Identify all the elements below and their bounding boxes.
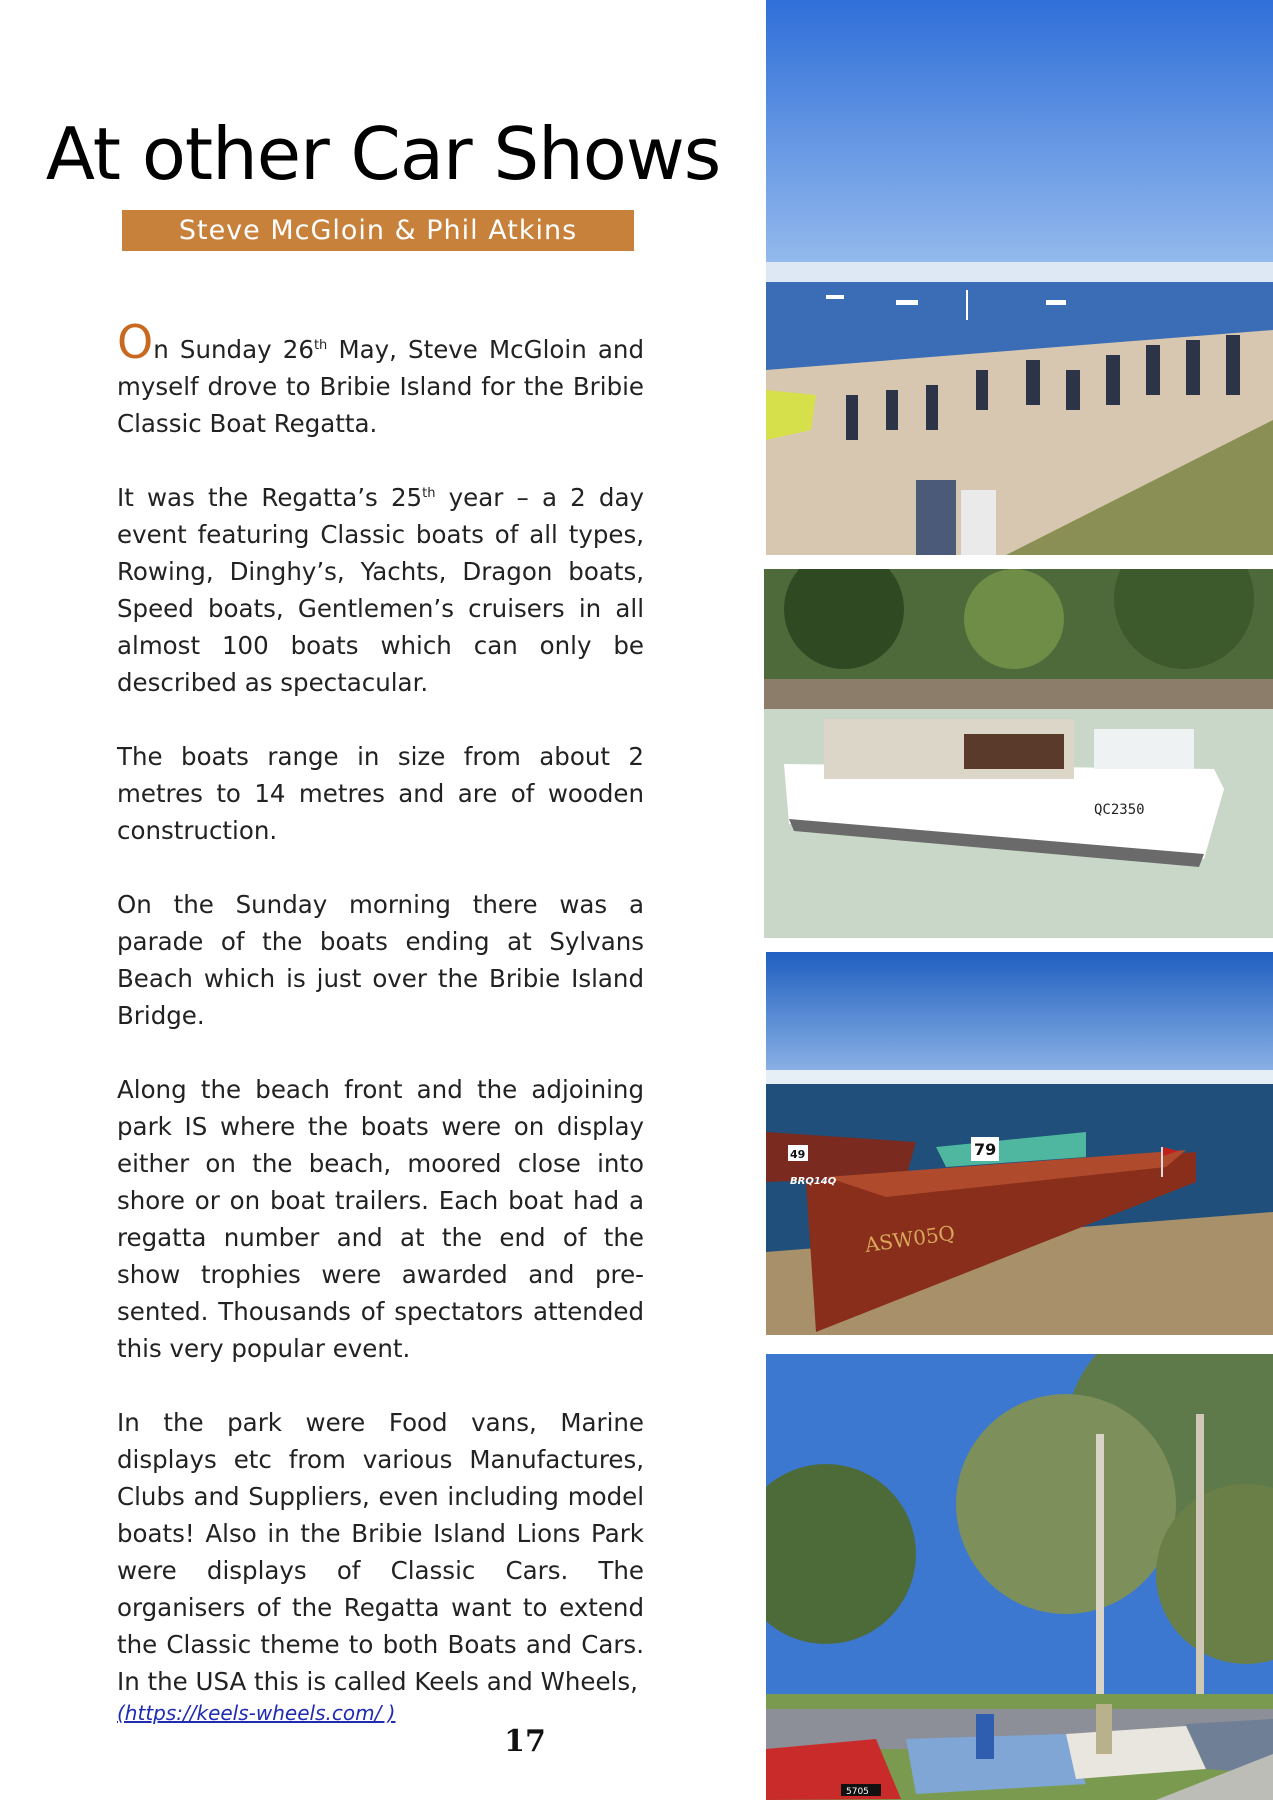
paragraph-2-text-a: It was the Regatta’s 25 — [117, 483, 423, 512]
runabout-boat-photo — [766, 952, 1273, 1335]
paragraph-5: Along the beach front and the adjoining park IS where the boats were on display either on the beach, moored close into shore or on boat trailers. Each boat had a regatta number and at the end of the show trophies were awarded and pre-sented. Thousands of spectators attended this very popular event. — [117, 1075, 644, 1363]
boat-registration-second: BRQ14Q — [790, 1176, 837, 1187]
paragraph-1-text-a: n Sunday 26 — [153, 335, 314, 364]
beach-crowd-photo — [766, 0, 1273, 555]
boat-registration: QC2350 — [1094, 802, 1145, 818]
paragraph-2 — [117, 479, 644, 701]
page-title: At other Car Shows — [45, 112, 721, 196]
drop-cap: O — [117, 315, 154, 369]
cruiser-boat-photo — [764, 569, 1273, 938]
paragraph-3: The boats range in size from about 2 metres to 14 metres and are of wooden construction. — [117, 742, 644, 845]
page-number: 17 — [504, 1724, 546, 1759]
regatta-number: 79 — [974, 1140, 997, 1159]
regatta-number-second: 49 — [790, 1148, 806, 1161]
author-byline: Steve McGloin & Phil Atkins — [122, 210, 634, 251]
ordinal-suffix: th — [313, 337, 328, 353]
classic-cars-photo — [766, 1354, 1273, 1800]
paragraph-1-text-b: May, Steve McGloin and myself drove to Bribie Island for the Bribie Classic Boat Regatta. — [117, 335, 645, 438]
paragraph-1 — [117, 315, 645, 442]
keels-wheels-link[interactable]: (https://keels-wheels.com/ ) — [117, 1701, 396, 1725]
ordinal-suffix: th — [422, 485, 436, 501]
boat-registration-runabout: ASW05Q — [863, 1220, 957, 1257]
paragraph-6: In the park were Food vans, Marine displays etc from various Manufactures, Clubs and Suppliers, even including model boats! Also in the Bribie Island Lions Park were displays of Classic Cars. The organisers of the Regatta want to extend the Classic theme to both Boats and Cars. In the USA this is called Keels and Wheels, — [117, 1408, 644, 1696]
car-plate: 5705 — [846, 1787, 869, 1797]
article-body — [117, 315, 645, 1737]
paragraph-4: On the Sunday morning there was a parade of the boats ending at Sylvans Beach which is just over the Bribie Island Bridge. — [117, 890, 644, 1030]
paragraph-2-text-b: year – a 2 day event featuring Classic boats of all types, Rowing, Dinghy’s, Yachts, Dragon boats, Speed boats, Gentlemen’s cruisers in all almost 100 boats which can only be described as spectacular. — [117, 483, 644, 697]
